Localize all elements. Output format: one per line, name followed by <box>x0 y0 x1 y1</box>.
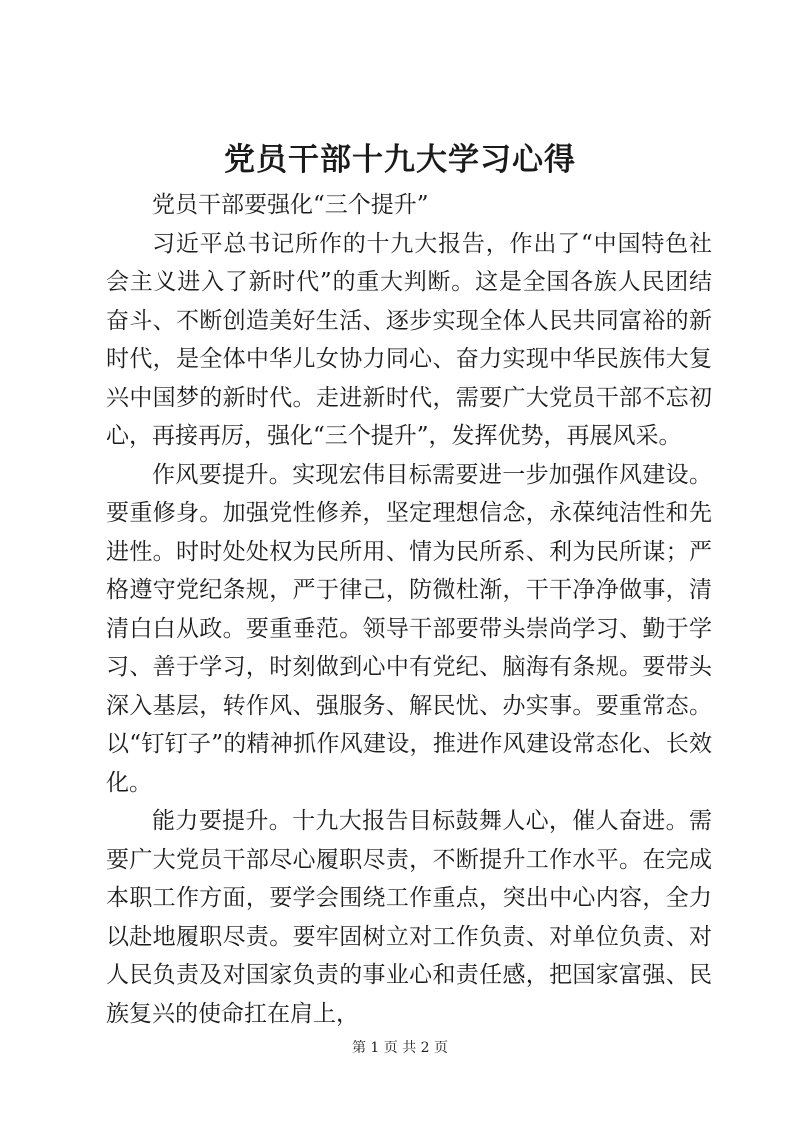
paragraph-ability: 能力要提升。十九大报告目标鼓舞人心，催人奋进。需要广大党员干部尽心履职尽责，不断提升工作水平。在完成本职工作方面，要学会围绕工作重点，突出中心内容，全力以赴地履职尽责。要牢固树立对工作负责、对单位负责、对人民负责及对国家负责的事业心和责任感，把国家富强、民族复兴的使命扛在肩上， <box>106 808 712 1027</box>
document-body <box>106 186 712 1033</box>
document-title: 党员干部十九大学习心得 <box>224 142 576 178</box>
paragraph-intro: 习近平总书记所作的十九大报告，作出了“中国特色社会主义进入了新时代”的重大判断。这是全国各族人民团结奋斗、不断创造美好生活、逐步实现全体人民共同富裕的新时代，是全体中华儿女协力同心、奋力实现中华民族伟大复兴中国梦的新时代。走进新时代，需要广大党员干部不忘初心，再接再厉，强化“三个提升”，发挥优势，再展风采。 <box>106 230 712 449</box>
page-number-footer: 第 1 页 共 2 页 <box>351 1040 449 1056</box>
paragraph-style: 作风要提升。实现宏伟目标需要进一步加强作风建设。要重修身。加强党性修养，坚定理想信念，永葆纯洁性和先进性。时时处处权为民所用、情为民所系、利为民所谋；严格遵守党纪条规，严于律己，防微杜渐，干干净净做事，清清白白从政。要重垂范。领导干部要带头崇尚学习、勤于学习、善于学习，时刻做到心中有党纪、脑海有条规。要带头深入基层，转作风、强服务、解民忧、办实事。要重常态。以“钉钉子”的精神抓作风建设，推进作风建设常态化、长效化。 <box>106 461 712 796</box>
paragraph-subtitle: 党员干部要强化“三个提升” <box>152 192 429 218</box>
